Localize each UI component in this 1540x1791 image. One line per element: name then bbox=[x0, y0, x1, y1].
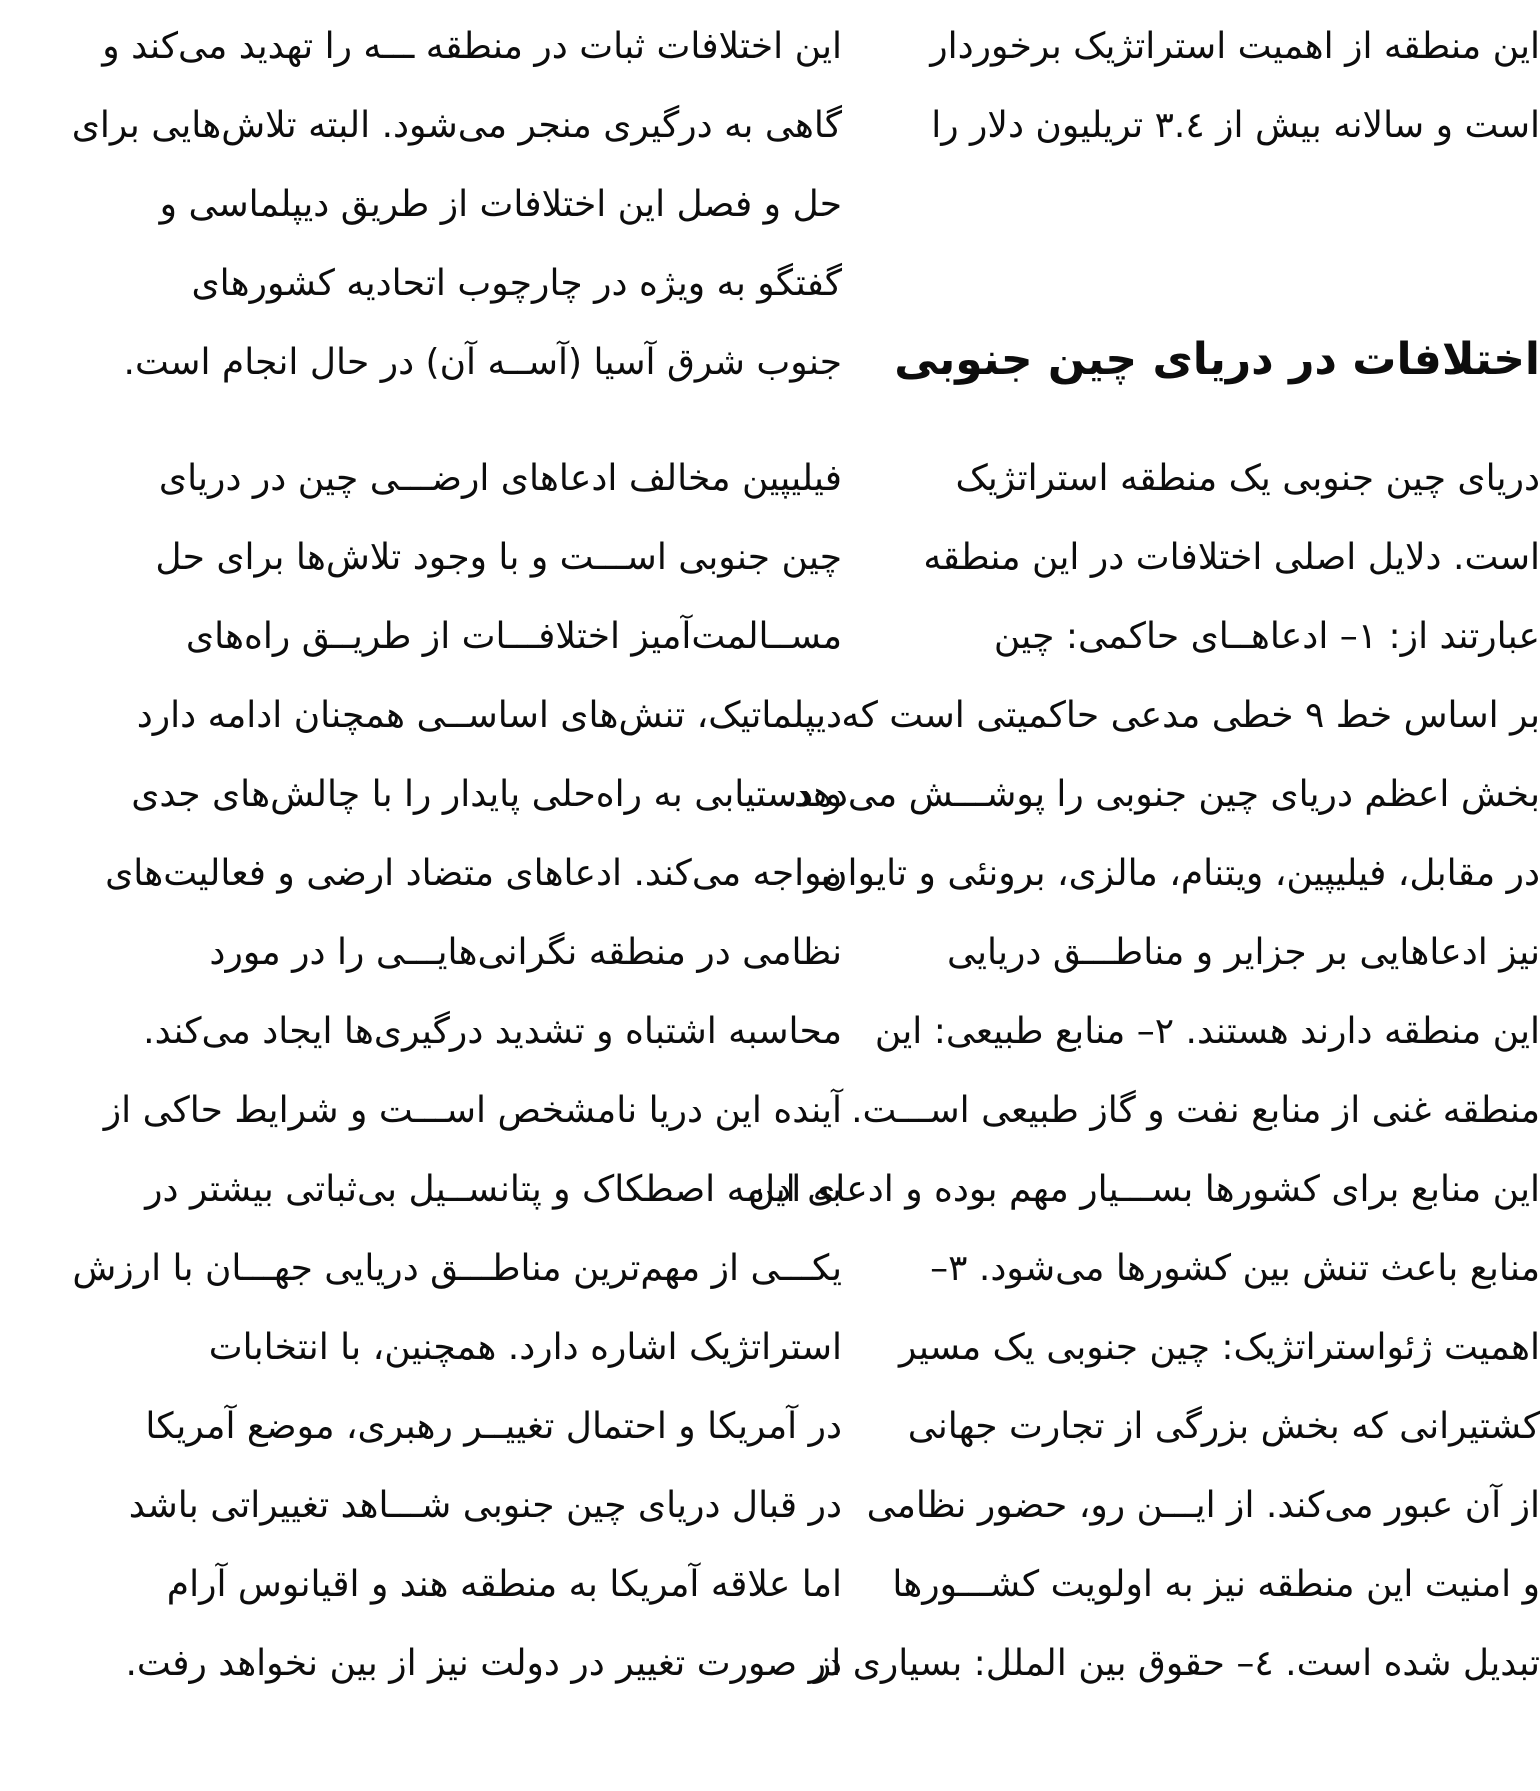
text-line: دیپلماتیک، تنش‌های اساســی همچنان ادامه دارد bbox=[136, 695, 842, 736]
text-line: است. دلایل اصلی اختلافات در این منطقه bbox=[923, 537, 1540, 578]
article-column-right bbox=[748, 0, 1540, 1791]
text-line: عبارتند از: ١– ادعاهــای حاکمی: چین bbox=[993, 616, 1540, 657]
text-line: فیلیپین مخالف ادعاهای ارضـــی چین در دریای bbox=[158, 458, 842, 499]
text-line: استراتژیک اشاره دارد. همچنین، با انتخابات bbox=[208, 1327, 842, 1368]
text-line: بخش اعظم دریای چین جنوبی را پوشـــش می‌دهد. bbox=[782, 774, 1540, 815]
text-line: این منطقه از اهمیت استراتژیک برخوردار bbox=[930, 26, 1540, 67]
text-line: دریای چین جنوبی یک منطقه استراتژیک bbox=[955, 458, 1540, 499]
text-line: در آمریکا و احتمال تغییــر رهبری، موضع آمریکا bbox=[145, 1406, 842, 1447]
text-line: است و سالانه بیش از ۳.٤ تریلیون دلار را bbox=[931, 105, 1540, 146]
text-line: مواجه می‌کند. ادعاهای متضاد ارضی و فعالیت‌های bbox=[105, 853, 842, 894]
text-line: یکـــی از مهم‌ترین مناطـــق دریایی جهـــان با ارزش bbox=[72, 1248, 842, 1289]
text-line: و دستیابی به راه‌حلی پایدار را با چالش‌های جدی bbox=[131, 774, 842, 815]
text-line: منابع باعث تنش بین کشورها می‌شود. ٣– bbox=[930, 1248, 1540, 1289]
text-line: مســالمت‌آمیز اختلافـــات از طریــق راه‌های bbox=[185, 616, 842, 657]
text-line: به ادامه اصطکاک و پتانســیل بی‌ثباتی بیشتر در bbox=[145, 1169, 842, 1210]
text-line: اما علاقه آمریکا به منطقه هند و اقیانوس آرام bbox=[166, 1564, 842, 1605]
text-line: آینده این دریا نامشخص اســـت و شرایط حاکی از bbox=[103, 1090, 842, 1131]
text-line: گفتگو به ویژه در چارچوب اتحادیه کشورهای bbox=[191, 263, 842, 304]
text-line: این منابع برای کشورها بســـیار مهم بوده و ادعای این bbox=[748, 1169, 1540, 1210]
text-line: چین جنوبی اســـت و با وجود تلاش‌ها برای حل bbox=[155, 537, 842, 578]
text-line: اهمیت ژئواستراتژیک: چین جنوبی یک مسیر bbox=[898, 1327, 1540, 1368]
text-line: در صورت تغییر در دولت نیز از بین نخواهد رفت. bbox=[125, 1643, 842, 1684]
text-line: این اختلافات ثبات در منطقه ـــه را تهدید می‌کند و bbox=[102, 26, 842, 67]
text-line: گاهی به درگیری منجر می‌شود. البته تلاش‌هایی برای bbox=[71, 105, 842, 146]
text-line: از آن عبور می‌کند. از ایـــن رو، حضور نظامی bbox=[866, 1485, 1540, 1526]
text-line: در قبال دریای چین جنوبی شـــاهد تغییراتی باشد bbox=[128, 1485, 842, 1526]
text-line: منطقه غنی از منابع نفت و گاز طبیعی اســـت. bbox=[851, 1090, 1540, 1131]
text-line: و امنیت این منطقه نیز به اولویت کشـــورها bbox=[892, 1564, 1540, 1605]
text-line: محاسبه اشتباه و تشدید درگیری‌ها ایجاد می‌کند. bbox=[143, 1011, 842, 1052]
text-line: این منطقه دارند هستند. ٢– منابع طبیعی: این bbox=[874, 1011, 1540, 1052]
text-line: در مقابل، فیلیپین، ویتنام، مالزی، برونئی و تایوان bbox=[821, 853, 1540, 894]
text-line: جنوب شرق آسیا (آســه آن) در حال انجام است. bbox=[123, 342, 842, 383]
text-line: تبدیل شده است. ٤– حقوق بین الملل: بسیاری از bbox=[813, 1643, 1540, 1684]
section-heading: اختلافات در دریای چین جنوبی bbox=[894, 334, 1540, 385]
text-line: نظامی در منطقه نگرانی‌هایـــی را در مورد bbox=[209, 932, 842, 973]
text-line: کشتیرانی که بخش بزرگی از تجارت جهانی bbox=[907, 1406, 1540, 1447]
text-line: حل و فصل این اختلافات از طریق دیپلماسی و bbox=[159, 184, 842, 225]
text-line: بر اساس خط ٩ خطی مدعی حاکمیتی است که bbox=[841, 695, 1540, 736]
text-line: نیز ادعاهایی بر جزایر و مناطـــق دریایی bbox=[947, 932, 1540, 973]
